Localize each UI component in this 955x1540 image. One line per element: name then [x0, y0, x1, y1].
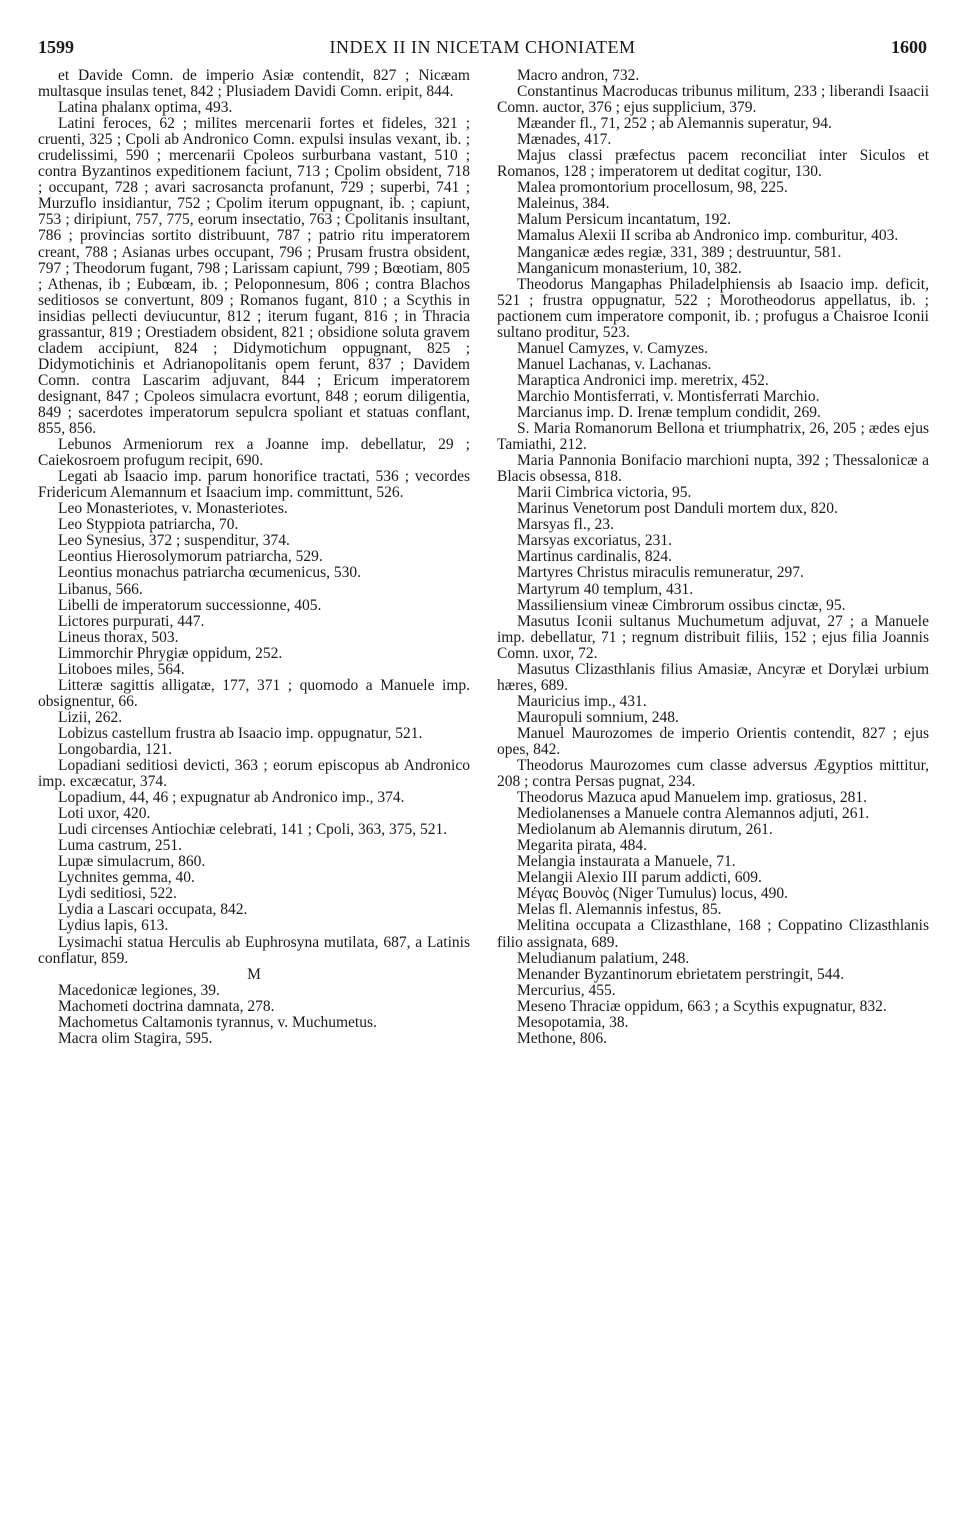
index-entry: Macra olim Stagira, 595. [58, 1029, 213, 1047]
index-entry: Lopadium, 44, 46 ; expugnatur ab Andronico imp., 374. [58, 789, 405, 807]
index-entry: et Davide Comn. de imperio Asiæ contendit, 827 ; Nicæam multasque insulas tenet, 842 ; Plusiadem Davidi Comn. eripit, 844. [38, 68, 470, 101]
index-entry: Martyres Christus miraculis remuneratur, 297. [517, 564, 804, 582]
index-entry: Lizii, 262. [58, 708, 123, 726]
index-entry: Marinus Venetorum post Danduli mortem dux, 820. [517, 500, 838, 518]
index-entry: Maraptica Andronici imp. meretrix, 452. [517, 371, 769, 389]
index-entry: Legati ab Isaacio imp. parum honorifice tractati, 536 ; vecordes Fridericum Alemannum et Isaacium imp. committunt, 526. [38, 468, 470, 502]
index-entry: Machometus Caltamonis tyrannus, v. Muchumetus. [58, 1013, 377, 1031]
page-header [38, 34, 927, 60]
index-entry: Lysimachi statua Herculis ab Euphrosyna mutilata, 687, a Latinis conflatur, 859. [38, 933, 470, 967]
index-entry: Melangia instaurata a Manuele, 71. [517, 853, 736, 871]
index-entry: Μέγας Βουνὸς (Niger Tumulus) locus, 490. [517, 885, 789, 903]
index-entry: Manganicum monasterium, 10, 382. [517, 259, 742, 277]
index-entry: Lychnites gemma, 40. [58, 869, 195, 887]
index-entry: Marcianus imp. D. Irenæ templum condidit, 269. [517, 403, 821, 421]
index-entry: Loti uxor, 420. [58, 805, 151, 823]
index-entry: Majus classi præfectus pacem reconciliat inter Siculos et Romanos, 128 ; imperatorem ut deditat cogitur, 130. [497, 147, 929, 181]
index-entry: Lydi seditiosi, 522. [58, 885, 177, 903]
index-entry: Libanus, 566. [58, 580, 143, 598]
index-entry: Macro andron, 732. [517, 68, 640, 84]
page-number-left: 1599 [38, 37, 74, 57]
index-entry: Litoboes miles, 564. [58, 660, 185, 678]
index-entry: Meseno Thraciæ oppidum, 663 ; a Scythis expugnatur, 832. [517, 997, 887, 1015]
index-entry: Latina phalanx optima, 493. [58, 99, 233, 117]
index-entry: Latini feroces, 62 ; milites mercenarii fortes et fideles, 321 ; cruenti, 325 ; Cpoli ab Andronico Comn. expulsi insulas vexant, ib. ; crudelissimi, 590 ; mercenarii Cpoleos surburbana vastant, 510 ; contra Byzantinos expeditionem faciunt, 713 ; Cpolim obsident, 718 ; occupant, 728 ; avari sacrosancta profanunt, 729 ; superbi, 741 ; Murzuflo insidiantur, 752 ; Cpolim iterum oppugnant, ib. ; capiunt, 753 ; diripiunt, 757, 775, eorum insectatio, 763 ; Cpolitanis insultant, 786 ; provincias sortito distribuunt, 787 ; patrio ritu imperatorem creant, 788 ; Asianas urbes occupant, 796 ; Prusam frustra obsident, 797 ; Theodorum fugant, 798 ; Larissam capiunt, 799 ; Bœotiam, 805 ; Athenas, ib ; Eubœam, ib. ; Peloponnesum, 806 ; contra Blachos seditiosos se convertunt, 809 ; Romanos fugant, 810 ; a Scythis in insidias pellecti deviucuntur, 812 ; iterum fugant, 816 ; in Thracia grassantur, 819 ; Orestiadem obsident, 821 ; obsidione soluta gravem cladem accipiunt, 824 ; Didymotichum oppugnant, 825 ; Didymotichinis et Adrianopolitanis opem ferunt, 837 ; Davidem Comn. contra Lascarim adjuvant, 844 ; Ericum imperatorem designant, 847 ; Cpoleos simulacra evortunt, 848 ; eorum diligentia, 849 ; sacerdotes imperatorum sepulcra spoliant et statuas conflant, 855, 856. [38, 115, 470, 438]
index-entry: Mesopotamia, 38. [517, 1013, 629, 1031]
index-entry: Leo Synesius, 372 ; suspenditur, 374. [58, 532, 290, 550]
index-entry: Leo Styppiota patriarcha, 70. [58, 516, 239, 534]
running-title: INDEX II IN NICETAM CHONIATEM [329, 37, 636, 57]
index-entry: Mediolanenses a Manuele contra Alemannos adjuti, 261. [517, 805, 870, 823]
index-entry: Lopadiani seditiosi devicti, 363 ; eorum episcopus ab Andronico imp. excæcatur, 374. [38, 757, 470, 791]
index-entry: Theodorus Maurozomes cum classe adversus Ægyptios mittitur, 208 ; contra Persas pugnat, 234. [497, 757, 929, 791]
index-entry: Leontius monachus patriarcha œcumenicus, 530. [58, 564, 362, 582]
index-entry: Lictores purpurati, 447. [58, 612, 205, 630]
index-entry: Mænades, 417. [517, 131, 612, 149]
index-entry: Melitina occupata a Clizasthlane, 168 ; Coppatino Clizasthlanis filio assignata, 689. [497, 917, 929, 951]
index-entry: Theodorus Mazuca apud Manuelem imp. gratiosus, 281. [517, 789, 867, 807]
section-letter: M [247, 965, 261, 983]
index-entry: Marsyas fl., 23. [517, 516, 614, 534]
page-number-right: 1600 [891, 37, 927, 57]
index-entry: Masutus Iconii sultanus Muchumetum adjuvat, 27 ; a Manuele imp. debellatur, 71 ; regnum distribuit filiis, 152 ; ejus filia Joannis Comn. uxor, 72. [497, 612, 929, 662]
index-entry: Luma castrum, 251. [58, 837, 182, 855]
index-entry: Maleinus, 384. [517, 195, 610, 213]
index-entry: Masutus Clizasthlanis filius Amasiæ, Ancyræ et Dorylæi urbium hæres, 689. [497, 660, 929, 694]
index-entry: Lineus thorax, 503. [58, 628, 179, 646]
index-entry: S. Maria Romanorum Bellona et triumphatrix, 26, 205 ; ædes ejus Tamiathi, 212. [497, 420, 929, 454]
index-entry: Macedonicæ legiones, 39. [58, 981, 220, 999]
index-entry: Manuel Lachanas, v. Lachanas. [517, 355, 712, 373]
index-entry: Constantinus Macroducas tribunus militum, 233 ; liberandi Isaacii Comn. auctor, 376 ; ejus supplicium, 379. [497, 83, 929, 117]
index-entry: Ludi circenses Antiochiæ celebrati, 141 ; Cpoli, 363, 375, 521. [58, 821, 448, 839]
index-entry: Malea promontorium procellosum, 98, 225. [517, 179, 788, 197]
index-entry: Menander Byzantinorum ebrietatem perstringit, 544. [517, 965, 845, 983]
index-entry: Manganicæ ædes regiæ, 331, 389 ; destruuntur, 581. [517, 243, 842, 261]
index-entry: Limmorchir Phrygiæ oppidum, 252. [58, 644, 283, 662]
index-entry: Lydius lapis, 613. [58, 917, 169, 935]
index-entry: Martyrum 40 templum, 431. [517, 580, 694, 598]
index-entry: Maria Pannonia Bonifacio marchioni nupta, 392 ; Thessalonicæ a Blacis obsessa, 818. [497, 452, 929, 486]
index-entry: Lupæ simulacrum, 860. [58, 853, 206, 871]
index-entry: Lebunos Armeniorum rex a Joanne imp. debellatur, 29 ; Caiekosroem profugum recipit, 690. [38, 436, 470, 470]
right-column [497, 68, 929, 1523]
index-entry: Massiliensium vineæ Cimbrorum ossibus cinctæ, 95. [517, 596, 846, 614]
index-entry: Manuel Camyzes, v. Camyzes. [517, 339, 708, 357]
index-entry: Mamalus Alexii II scriba ab Andronico imp. comburitur, 403. [517, 227, 899, 245]
index-entry: Megarita pirata, 484. [517, 837, 647, 855]
index-entry: Lobizus castellum frustra ab Isaacio imp. oppugnatur, 521. [58, 724, 423, 742]
index-entry: Manuel Maurozomes de imperio Orientis contendit, 827 ; ejus opes, 842. [497, 724, 929, 758]
index-entry: Libelli de imperatorum successionne, 405. [58, 596, 322, 614]
index-entry: Mercurius, 455. [517, 981, 616, 999]
index-entry: Martinus cardinalis, 824. [517, 548, 672, 566]
index-entry: Mauricius imp., 431. [517, 692, 647, 710]
index-entry: Marsyas excoriatus, 231. [517, 532, 672, 550]
index-entry: Marchio Montisferrati, v. Montisferrati Marchio. [517, 387, 820, 405]
index-entry: Leontius Hierosolymorum patriarcha, 529. [58, 548, 323, 566]
index-entry: Melangii Alexio III parum addicti, 609. [517, 869, 762, 887]
index-entry: Leo Monasteriotes, v. Monasteriotes. [58, 500, 288, 518]
index-entry: Mediolanum ab Alemannis dirutum, 261. [517, 821, 773, 839]
index-entry: Theodorus Mangaphas Philadelphiensis ab Isaacio imp. deficit, 521 ; frustra oppugnatur, 522 ; Morotheodorus appellatus, ib. ; pactionem cum imperatore componit, ib. ; profugus a Chaisroe Iconii sultano proditur, 523. [497, 275, 929, 341]
index-entry: Malum Persicum incantatum, 192. [517, 211, 731, 229]
index-entry: Machometi doctrina damnata, 278. [58, 997, 275, 1015]
index-entry: Melas fl. Alemannis infestus, 85. [517, 901, 722, 919]
left-column [38, 68, 470, 1523]
index-entry: Mauropuli somnium, 248. [517, 708, 679, 726]
index-entry: Longobardia, 121. [58, 740, 173, 758]
index-entry: Methone, 806. [517, 1029, 607, 1047]
index-entry: Litteræ sagittis alligatæ, 177, 371 ; quomodo a Manuele imp. obsignentur, 66. [38, 676, 470, 710]
index-entry: Mæander fl., 71, 252 ; ab Alemannis superatur, 94. [517, 115, 832, 133]
index-entry: Meludianum palatium, 248. [517, 949, 690, 967]
index-entry: Lydia a Lascari occupata, 842. [58, 901, 248, 919]
index-entry: Marii Cimbrica victoria, 95. [517, 484, 692, 502]
